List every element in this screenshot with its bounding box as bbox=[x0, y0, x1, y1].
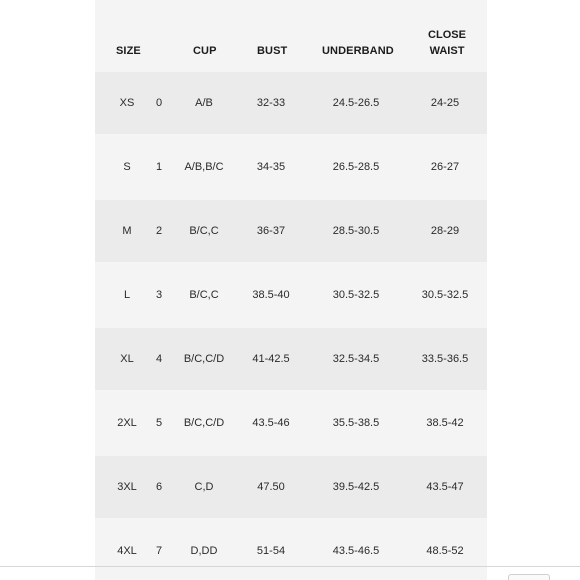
size-cell: 2XL bbox=[117, 417, 137, 429]
bust-cell: 32-33 bbox=[256, 97, 286, 109]
underband-cell: 24.5-26.5 bbox=[332, 97, 380, 109]
size-number-cell: 6 bbox=[155, 481, 163, 493]
header-waist-line1: CLOSE bbox=[428, 29, 466, 41]
size-number-cell: 4 bbox=[155, 353, 163, 365]
bust-cell: 43.5-46 bbox=[252, 417, 290, 429]
waist-cell: 38.5-42 bbox=[426, 417, 464, 429]
cup-cell: C,D bbox=[194, 481, 214, 493]
size-cell: 4XL bbox=[117, 545, 137, 557]
header-size: SIZE bbox=[116, 45, 141, 57]
bust-cell: 38.5-40 bbox=[252, 289, 290, 301]
underband-cell: 26.5-28.5 bbox=[332, 161, 380, 173]
bust-cell: 34-35 bbox=[256, 161, 286, 173]
cup-cell: D,DD bbox=[190, 545, 218, 557]
bust-cell: 41-42.5 bbox=[252, 353, 290, 365]
size-chart-header bbox=[95, 0, 487, 68]
waist-cell: 48.5-52 bbox=[426, 545, 464, 557]
header-bust: BUST bbox=[257, 45, 288, 57]
size-cell: S bbox=[123, 161, 131, 173]
table-row bbox=[95, 328, 487, 390]
table-row bbox=[95, 264, 487, 326]
size-number-cell: 3 bbox=[155, 289, 163, 301]
corner-tab bbox=[508, 574, 550, 580]
cup-cell: B/C,C bbox=[189, 225, 219, 237]
underband-cell: 32.5-34.5 bbox=[332, 353, 380, 365]
header-underband: UNDERBAND bbox=[322, 45, 394, 57]
bust-cell: 51-54 bbox=[256, 545, 286, 557]
header-cup: CUP bbox=[193, 45, 217, 57]
table-row bbox=[95, 200, 487, 262]
size-number-cell: 0 bbox=[155, 97, 163, 109]
cup-cell: B/C,C bbox=[189, 289, 219, 301]
waist-cell: 33.5-36.5 bbox=[421, 353, 469, 365]
header-close-waist bbox=[419, 27, 475, 59]
size-cell: L bbox=[123, 289, 131, 301]
underband-cell: 28.5-30.5 bbox=[332, 225, 380, 237]
table-row bbox=[95, 520, 487, 580]
size-chart-panel bbox=[95, 0, 487, 580]
underband-cell: 43.5-46.5 bbox=[332, 545, 380, 557]
waist-cell: 28-29 bbox=[430, 225, 460, 237]
size-cell: M bbox=[122, 225, 132, 237]
size-number-cell: 5 bbox=[155, 417, 163, 429]
size-cell: 3XL bbox=[117, 481, 137, 493]
cup-cell: B/C,C/D bbox=[183, 353, 225, 365]
waist-cell: 30.5-32.5 bbox=[421, 289, 469, 301]
size-cell: XS bbox=[119, 97, 135, 109]
bust-cell: 47.50 bbox=[257, 481, 285, 493]
underband-cell: 30.5-32.5 bbox=[332, 289, 380, 301]
waist-cell: 26-27 bbox=[430, 161, 460, 173]
table-row bbox=[95, 136, 487, 198]
cup-cell: B/C,C/D bbox=[183, 417, 225, 429]
cup-cell: A/B bbox=[195, 97, 213, 109]
header-waist-line2: WAIST bbox=[429, 45, 465, 57]
waist-cell: 43.5-47 bbox=[426, 481, 464, 493]
size-cell: XL bbox=[120, 353, 134, 365]
table-row bbox=[95, 392, 487, 454]
size-number-cell: 7 bbox=[155, 545, 163, 557]
table-row bbox=[95, 456, 487, 518]
waist-cell: 24-25 bbox=[430, 97, 460, 109]
bottom-divider bbox=[0, 566, 580, 567]
underband-cell: 39.5-42.5 bbox=[332, 481, 380, 493]
size-number-cell: 2 bbox=[155, 225, 163, 237]
size-number-cell: 1 bbox=[155, 161, 163, 173]
underband-cell: 35.5-38.5 bbox=[332, 417, 380, 429]
bust-cell: 36-37 bbox=[256, 225, 286, 237]
cup-cell: A/B,B/C bbox=[184, 161, 224, 173]
table-row bbox=[95, 72, 487, 134]
